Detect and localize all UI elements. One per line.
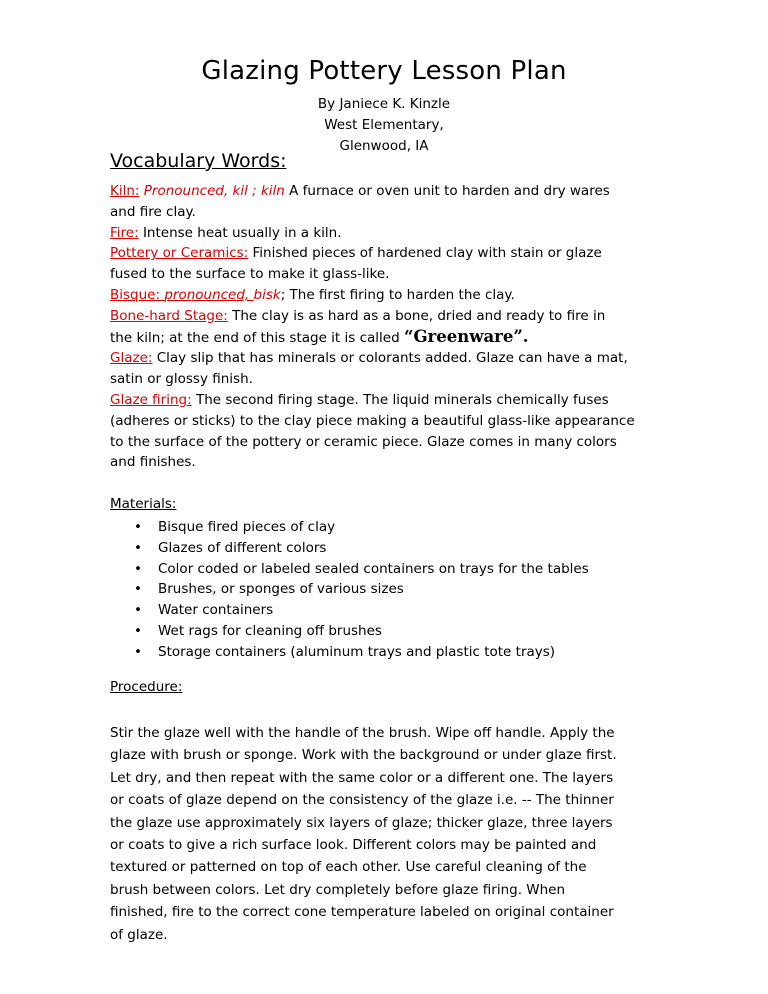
bullet-icon: • <box>134 602 142 619</box>
definition-continued: fused to the surface to make it glass-like. <box>110 266 390 283</box>
definition: The second firing stage. The liquid minerals chemically fuses <box>191 391 609 408</box>
definition-continued: satin or glossy finish. <box>110 371 253 388</box>
procedure-line: finished, fire to the correct cone temperature labeled on original container <box>110 904 614 921</box>
vocabulary-heading: Vocabulary Words: <box>110 150 287 172</box>
vocab-term: Glaze firing: <box>110 391 192 408</box>
vocab-term: Fire: <box>110 224 139 241</box>
bullet-icon: • <box>134 519 142 535</box>
list-item: • Glazes of different colors <box>110 538 589 559</box>
procedure-line: glaze with brush or sponge. Work with the background or under glaze first. <box>110 747 617 764</box>
procedure-line: or coats to give a rich surface look. Different colors may be painted and <box>110 837 597 854</box>
vocab-bisque <box>110 285 682 306</box>
materials-heading: Materials: <box>110 496 177 512</box>
vocab-pottery <box>110 243 682 264</box>
school-line: West Elementary, <box>324 117 444 133</box>
vocab-glaze-firing <box>110 390 682 411</box>
procedure-line: of glaze. <box>110 926 168 943</box>
greenware-emphasis: “Greenware”. <box>403 326 529 346</box>
list-item: • Color coded or labeled sealed containers on trays for the tables <box>110 559 589 580</box>
procedure-line: Stir the glaze well with the handle of the brush. Wipe off handle. Apply the <box>110 725 615 741</box>
definition: ; The first firing to harden the clay. <box>280 286 515 303</box>
location-line: Glenwood, IA <box>339 138 429 154</box>
definition: Finished pieces of hardened clay with stain or glaze <box>248 245 602 262</box>
definition-continued: (adheres or sticks) to the clay piece making a beautiful glass-like appearance <box>110 412 635 429</box>
procedure-line: or coats of glaze depend on the consistency of the glaze i.e. -- The thinner <box>110 792 614 809</box>
vocab-kiln <box>110 181 682 202</box>
vocabulary-list <box>110 181 682 473</box>
definition-continued: the kiln; at the end of this stage it is called “Greenware”. <box>110 326 529 346</box>
definition: Clay slip that has minerals or colorants added. Glaze can have a mat, <box>152 350 628 367</box>
procedure-line: textured or patterned on top of each other. Use careful cleaning of the <box>110 859 587 876</box>
pronunciation: Pronounced, kil ; kiln <box>143 183 285 199</box>
procedure-heading: Procedure: <box>110 679 183 695</box>
procedure-line: the glaze use approximately six layers of glaze; thicker glaze, three layers <box>110 814 613 831</box>
bullet-icon: • <box>134 643 142 660</box>
definition: The clay is as hard as a bone, dried and ready to fire in <box>227 307 606 324</box>
list-item: • Brushes, or sponges of various sizes <box>110 579 589 600</box>
vocab-term: Bone-hard Stage: <box>110 307 228 324</box>
definition-continued: and fire clay. <box>110 203 196 220</box>
list-item: • Wet rags for cleaning off brushes <box>110 621 589 642</box>
bullet-icon: • <box>134 622 142 639</box>
vocab-fire <box>110 223 682 244</box>
bullet-icon: • <box>134 581 142 598</box>
vocab-term: Glaze: <box>110 350 153 367</box>
procedure-line: Let dry, and then repeat with the same color or a different one. The layers <box>110 769 614 786</box>
list-item: • Bisque fired pieces of clay <box>110 517 589 538</box>
definition-continued: and finishes. <box>110 454 196 471</box>
procedure-text <box>110 722 682 946</box>
vocab-bonehard <box>110 306 682 327</box>
bullet-icon: • <box>134 560 142 577</box>
vocab-glaze <box>110 348 682 369</box>
pronunciation: bisk <box>253 286 281 303</box>
procedure-line: brush between colors. Let dry completely before glaze firing. When <box>110 881 566 898</box>
definition-continued: to the surface of the pottery or ceramic piece. Glaze comes in many colors <box>110 433 617 450</box>
bullet-icon: • <box>134 539 142 556</box>
list-item: • Water containers <box>110 600 589 621</box>
list-item: • Storage containers (aluminum trays and plastic tote trays) <box>110 642 589 663</box>
definition: Intense heat usually in a kiln. <box>138 224 342 241</box>
definition: A furnace or oven unit to harden and dry wares <box>284 183 610 199</box>
author-line: By Janiece K. Kinzle <box>317 96 451 112</box>
vocab-term: Kiln: <box>110 183 140 199</box>
vocab-term: Bisque: pronounced, <box>110 286 254 303</box>
document-title: Glazing Pottery Lesson Plan <box>201 56 567 86</box>
materials-list <box>110 517 589 663</box>
vocab-term: Pottery or Ceramics: <box>110 245 249 262</box>
